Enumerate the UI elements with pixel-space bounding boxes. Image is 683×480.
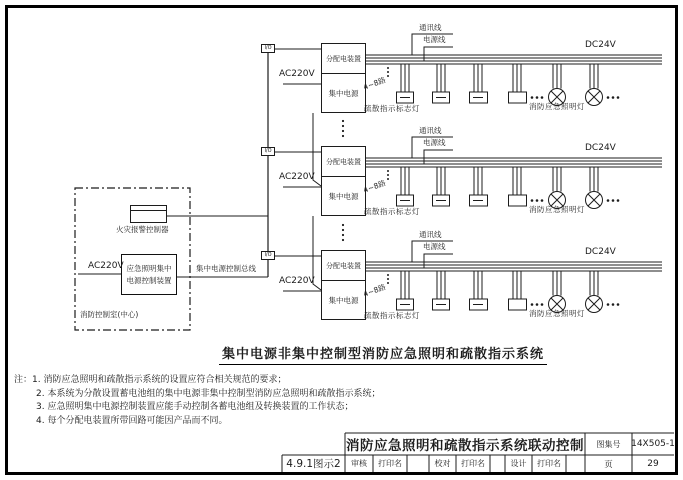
- note-line: [14, 374, 380, 388]
- checker-name: 打印名: [461, 459, 485, 468]
- emergency-lighting-control-device-box: [121, 254, 177, 295]
- distribution-device-label: 分配电装置: [322, 147, 365, 177]
- comm-line-label: 通讯线: [419, 23, 442, 32]
- checker-label: 校对: [434, 459, 451, 468]
- fire-alarm-controller-icon: [130, 205, 167, 223]
- page-number: 29: [647, 458, 659, 469]
- dc24v-label: DC24V: [585, 143, 616, 153]
- drawing-title: 消防应急照明和疏散指示系统联动控制: [346, 438, 584, 454]
- ac220v-label: AC220V: [279, 276, 315, 286]
- distribution-device-label: 分配电装置: [322, 251, 365, 281]
- central-power-label: 集中电源: [328, 88, 359, 98]
- comm-line-label: 通讯线: [419, 230, 442, 239]
- distribution-device-label: 分配电装置: [322, 44, 365, 74]
- exit-sign-lamps-label: 疏散指示标志灯: [364, 311, 420, 320]
- exit-sign-lamps-label: 疏散指示标志灯: [364, 104, 420, 113]
- io-module-box: I/O: [261, 44, 275, 53]
- emergency-lamps-label: 消防应急照明灯: [529, 205, 585, 214]
- power-unit-box: [321, 250, 366, 320]
- central-power-label: 集中电源: [328, 295, 359, 305]
- designer-label: 设计: [510, 459, 527, 468]
- central-power-label: 集中电源: [328, 191, 359, 201]
- circuit-count-label: 4~8路: [361, 178, 387, 195]
- diagram-caption: [143, 343, 623, 365]
- ac220v-input-label: AC220V: [88, 261, 124, 271]
- control-device-label-line1: 应急照明集中: [126, 263, 172, 273]
- exit-sign-lamps-label: 疏散指示标志灯: [364, 207, 420, 216]
- circuit-count-label: 4~8路: [361, 282, 387, 299]
- page-label: 页: [604, 459, 613, 470]
- emergency-lamps-label: 消防应急照明灯: [529, 309, 585, 318]
- designer-name: 打印名: [537, 459, 561, 468]
- fire-alarm-controller-label: 火灾报警控制器: [116, 225, 169, 234]
- power-line-label: 电源线: [423, 138, 446, 147]
- controller-display-strip: [131, 206, 166, 211]
- atlas-no-value: 14X505-1: [631, 439, 675, 449]
- power-line-label: 电源线: [423, 242, 446, 251]
- note-item: 2. 本系统为分散设置蓄电池组的集中电源非集中控制型消防应急照明和疏散指示系统；: [36, 388, 381, 399]
- dc24v-label: DC24V: [585, 40, 616, 50]
- ac220v-label: AC220V: [279, 69, 315, 79]
- central-power-control-bus-label: 集中电源控制总线: [196, 264, 256, 273]
- emergency-lamps-label: 消防应急照明灯: [529, 102, 585, 111]
- control-device-label-line2: 电源控制装置: [126, 275, 172, 285]
- power-unit-box: [321, 146, 366, 216]
- notes-block: [14, 374, 380, 428]
- comm-line-label: 通讯线: [419, 126, 442, 135]
- reviewer-name: 打印名: [378, 459, 402, 468]
- note-item: 1. 消防应急照明和疏散指示系统的设置应符合相关规范的要求；: [32, 375, 287, 385]
- note-item: 3. 应急照明集中电源控制装置应能手动控制各蓄电池组及转换装置的工作状态；: [36, 402, 354, 412]
- atlas-no-label: 图集号: [596, 439, 621, 449]
- io-module-box: I/O: [261, 147, 275, 156]
- io-module-box: I/O: [261, 251, 275, 260]
- ac220v-label: AC220V: [279, 172, 315, 182]
- power-line-label: 电源线: [423, 35, 446, 44]
- reviewer-label: 审核: [351, 459, 367, 468]
- dc24v-label: DC24V: [585, 247, 616, 257]
- note-item: 4. 每个分配电装置所带回路可能因产品而不同。: [36, 415, 228, 426]
- control-room-label: 消防控制室(中心): [80, 310, 139, 319]
- figure-reference: 4.9.1图示2: [286, 458, 341, 470]
- notes-label: 注：: [14, 375, 33, 385]
- diagram-caption-text: 集中电源非集中控制型消防应急照明和疏散指示系统: [219, 343, 547, 365]
- circuit-count-label: 4~8路: [361, 75, 387, 92]
